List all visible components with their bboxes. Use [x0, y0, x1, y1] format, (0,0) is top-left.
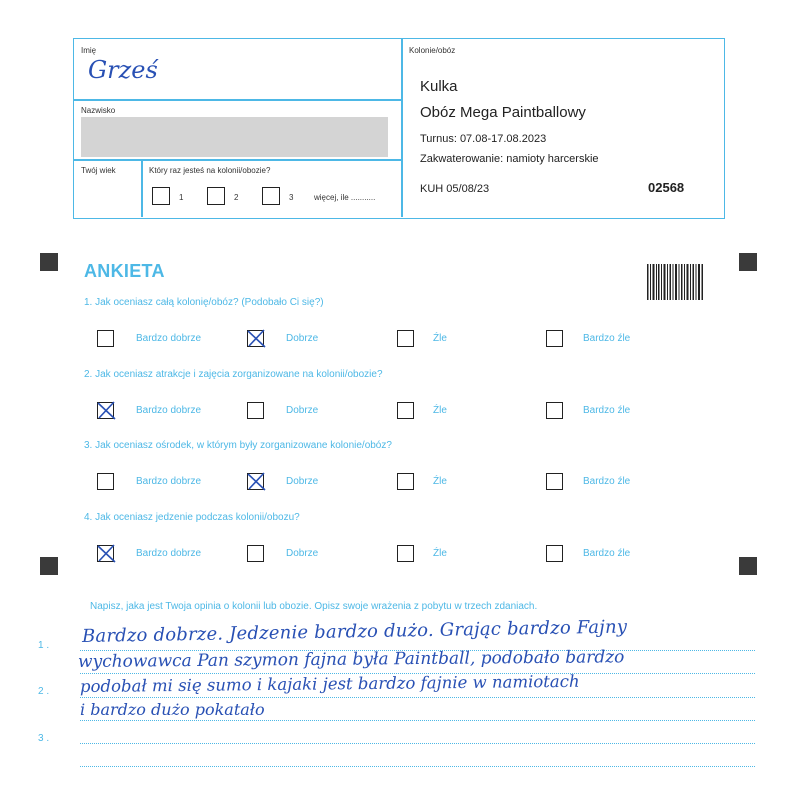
question-4: 4. Jak oceniasz jedzenie podczas kolonii/obozu? — [84, 512, 300, 523]
lodging: Zakwaterowanie: namioty harcerskie — [420, 153, 599, 165]
age-label: Twój wiek — [81, 166, 116, 175]
handwriting-line-1[interactable]: Bardzo dobrze. Jedzenie bardzo dużo. Grając bardzo Fajny — [81, 616, 628, 647]
check-mark-icon — [246, 471, 267, 492]
line-number-3: 3 . — [38, 733, 50, 744]
checkbox-q1-option-2[interactable] — [247, 330, 264, 347]
times-option-3: 3 — [289, 193, 294, 202]
checkbox-q3-option-4[interactable] — [546, 473, 563, 490]
answer-line — [80, 720, 755, 721]
checkbox-q2-option-1[interactable] — [97, 402, 114, 419]
checkbox-q1-option-1[interactable] — [97, 330, 114, 347]
times-label: Który raz jesteś na kolonii/obozie? — [149, 166, 271, 175]
checkbox-q1-option-3[interactable] — [397, 330, 414, 347]
corner-mark-top-left — [40, 253, 58, 271]
checkbox-q3-option-1[interactable] — [97, 473, 114, 490]
option-label-q2-4: Bardzo źle — [583, 405, 631, 416]
surname-redaction — [81, 117, 388, 157]
turnus: Turnus: 07.08-17.08.2023 — [420, 133, 547, 145]
checkbox-q3-option-3[interactable] — [397, 473, 414, 490]
option-label-q2-2: Dobrze — [286, 405, 319, 416]
handwriting-line-4[interactable]: i bardzo dużo pokatało — [80, 700, 265, 719]
camp-title: Obóz Mega Paintballowy — [420, 104, 586, 121]
camp-name: Kulka — [420, 78, 458, 95]
times-option-1: 1 — [179, 193, 184, 202]
check-mark-icon — [246, 328, 267, 349]
checkbox-q2-option-2[interactable] — [247, 402, 264, 419]
option-label-q3-4: Bardzo źle — [583, 476, 631, 487]
times-checkbox-1[interactable] — [152, 187, 170, 205]
surname-label: Nazwisko — [81, 106, 116, 115]
checkbox-q4-option-4[interactable] — [546, 545, 563, 562]
header-divider — [401, 39, 403, 217]
name-label: Imię — [81, 46, 97, 55]
form-code: KUH 05/08/23 — [420, 183, 490, 195]
question-1: 1. Jak oceniasz całą kolonię/obóz? (Podobało Ci się?) — [84, 297, 324, 308]
checkbox-q4-option-3[interactable] — [397, 545, 414, 562]
option-label-q2-3: Źle — [433, 405, 447, 416]
checkbox-q2-option-4[interactable] — [546, 402, 563, 419]
times-option-2: 2 — [234, 193, 239, 202]
option-label-q4-2: Dobrze — [286, 548, 319, 559]
option-label-q3-3: Źle — [433, 476, 447, 487]
handwriting-line-2[interactable]: wychowawca Pan szymon fajna była Paintball, podobało bardzo — [77, 647, 625, 672]
barcode-icon — [647, 264, 703, 300]
option-label-q3-1: Bardzo dobrze — [136, 476, 202, 487]
name-value[interactable]: Grześ — [88, 56, 158, 84]
form-number: 02568 — [648, 180, 685, 195]
checkbox-q2-option-3[interactable] — [397, 402, 414, 419]
checkbox-q4-option-2[interactable] — [247, 545, 264, 562]
checkbox-q1-option-4[interactable] — [546, 330, 563, 347]
corner-mark-top-right — [739, 253, 757, 271]
camp-label: Kolonie/obóz — [409, 46, 456, 55]
surname-divider — [74, 159, 401, 161]
handwriting-line-3[interactable]: podobał mi się sumo i kajaki jest bardzo fajnie w namiotach — [79, 671, 580, 696]
times-more: więcej, ile ........... — [314, 193, 376, 202]
corner-mark-bottom-right — [739, 557, 757, 575]
answer-line — [80, 743, 755, 744]
question-2: 2. Jak oceniasz atrakcje i zajęcia zorganizowane na kolonii/obozie? — [84, 369, 383, 380]
checkbox-q4-option-1[interactable] — [97, 545, 114, 562]
check-mark-icon — [96, 543, 117, 564]
question-3: 3. Jak oceniasz ośrodek, w którym były zorganizowane kolonie/obóz? — [84, 440, 392, 451]
line-number-2: 2 . — [38, 686, 50, 697]
answer-line — [80, 697, 755, 698]
checkbox-q3-option-2[interactable] — [247, 473, 264, 490]
answer-line — [80, 766, 755, 767]
option-label-q1-3: Źle — [433, 333, 447, 344]
option-label-q4-4: Bardzo źle — [583, 548, 631, 559]
opinion-prompt: Napisz, jaka jest Twoja opinia o kolonii lub obozie. Opisz swoje wrażenia z pobytu w trzech zdaniach. — [90, 601, 538, 612]
age-divider — [141, 159, 143, 217]
option-label-q1-2: Dobrze — [286, 333, 319, 344]
option-label-q3-2: Dobrze — [286, 476, 319, 487]
name-divider — [74, 99, 401, 101]
times-checkbox-3[interactable] — [262, 187, 280, 205]
line-number-1: 1 . — [38, 640, 50, 651]
times-checkbox-2[interactable] — [207, 187, 225, 205]
option-label-q4-3: Źle — [433, 548, 447, 559]
option-label-q1-1: Bardzo dobrze — [136, 333, 202, 344]
option-label-q2-1: Bardzo dobrze — [136, 405, 202, 416]
option-label-q4-1: Bardzo dobrze — [136, 548, 202, 559]
corner-mark-bottom-left — [40, 557, 58, 575]
check-mark-icon — [96, 400, 117, 421]
survey-title: ANKIETA — [84, 261, 165, 281]
option-label-q1-4: Bardzo źle — [583, 333, 631, 344]
